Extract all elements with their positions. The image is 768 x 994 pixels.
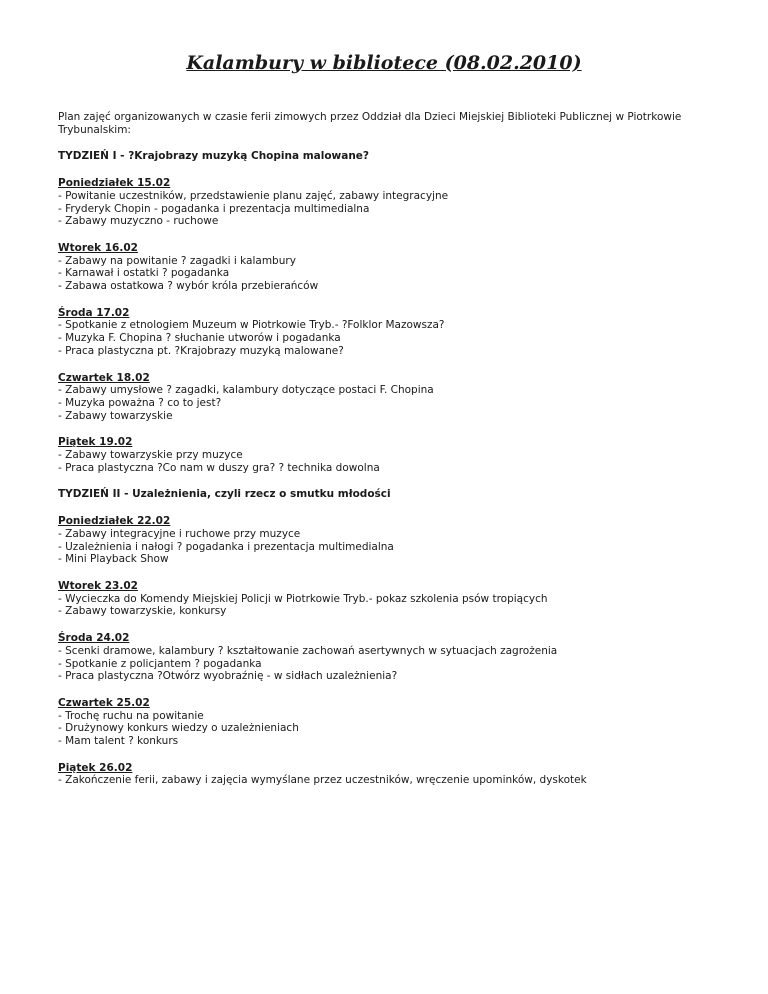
activity-item: - Muzyka poważna ? co to jest? [58, 396, 222, 409]
day-block [58, 697, 748, 748]
activity-item: - Uzależnienia i nałogi ? pogadanka i prezentacja multimedialna [58, 540, 394, 553]
day-block [58, 632, 748, 683]
activity-item: - Praca plastyczna ?Co nam w duszy gra? ? technika dowolna [58, 461, 380, 474]
activity-item: - Zabawy integracyjne i ruchowe przy muzyce [58, 527, 301, 540]
day-title: Poniedziałek 22.02 [58, 515, 171, 528]
day-title: Czwartek 18.02 [58, 371, 150, 384]
activity-item: - Zabawy umysłowe ? zagadki, kalambury dotyczące postaci F. Chopina [58, 384, 434, 397]
day-title: Piątek 19.02 [58, 436, 133, 449]
activity-item: - Zabawy towarzyskie przy muzyce [58, 449, 243, 462]
day-block [58, 372, 748, 423]
activity-item: - Zabawa ostatkowa ? wybór króla przebierańców [58, 280, 319, 293]
activity-item: - Praca plastyczna pt. ?Krajobrazy muzyką malowane? [58, 344, 344, 357]
week-heading: TYDZIEŃ II - Uzależnienia, czyli rzecz o smutku młodości [58, 488, 391, 501]
day-title: Środa 24.02 [58, 632, 130, 645]
day-block [58, 580, 748, 618]
activity-item: - Zabawy towarzyskie [58, 409, 173, 422]
intro-paragraph: Plan zajęć organizowanych w czasie ferii zimowych przez Oddział dla Dzieci Miejskiej Biblioteki Publicznej w Piotrkowie Trybunalskim: [58, 111, 682, 136]
activity-item: - Powitanie uczestników, przedstawienie planu zajęć, zabawy integracyjne [58, 189, 449, 202]
activity-item: - Zabawy na powitanie ? zagadki i kalambury [58, 254, 296, 267]
activity-item: - Karnawał i ostatki ? pogadanka [58, 267, 230, 280]
activity-item: - Spotkanie z policjantem ? pogadanka [58, 657, 262, 670]
activity-item: - Wycieczka do Komendy Miejskiej Policji w Piotrkowie Tryb.- pokaz szkolenia psów tropiących [58, 592, 548, 605]
activity-item: - Zabawy muzyczno - ruchowe [58, 215, 219, 228]
activity-item: - Scenki dramowe, kalambury ? kształtowanie zachowań asertywnych w sytuacjach zagrożenia [58, 644, 558, 657]
day-block [58, 307, 748, 358]
day-title: Wtorek 16.02 [58, 241, 138, 254]
day-block [58, 242, 748, 293]
day-block [58, 515, 748, 566]
activity-item: - Zakończenie ferii, zabawy i zajęcia wymyślane przez uczestników, wręczenie upominków, dyskotek [58, 774, 587, 787]
activity-item: - Zabawy towarzyskie, konkursy [58, 605, 227, 618]
day-title: Poniedziałek 15.02 [58, 177, 171, 190]
activity-item: - Mam talent ? konkurs [58, 735, 179, 748]
day-title: Wtorek 23.02 [58, 579, 138, 592]
day-block [58, 436, 748, 474]
week-heading: TYDZIEŃ I - ?Krajobrazy muzyką Chopina malowane? [58, 150, 370, 163]
activity-item: - Drużynowy konkurs wiedzy o uzależnieniach [58, 722, 299, 735]
page-title: Kalambury w bibliotece (08.02.2010) [186, 52, 582, 74]
activity-item: - Trochę ruchu na powitanie [58, 709, 204, 722]
activity-item: - Muzyka F. Chopina ? słuchanie utworów i pogadanka [58, 332, 341, 345]
document-content [58, 111, 748, 801]
activity-item: - Fryderyk Chopin - pogadanka i prezentacja multimedialna [58, 202, 370, 215]
day-title: Środa 17.02 [58, 306, 130, 319]
activity-item: - Praca plastyczna ?Otwórz wyobraźnię - w sidłach uzależnienia? [58, 670, 398, 683]
day-block [58, 762, 748, 787]
activity-item: - Mini Playback Show [58, 553, 169, 566]
activity-item: - Spotkanie z etnologiem Muzeum w Piotrkowie Tryb.- ?Folklor Mazowsza? [58, 319, 445, 332]
day-title: Piątek 26.02 [58, 761, 133, 774]
day-block [58, 177, 748, 228]
day-title: Czwartek 25.02 [58, 696, 150, 709]
